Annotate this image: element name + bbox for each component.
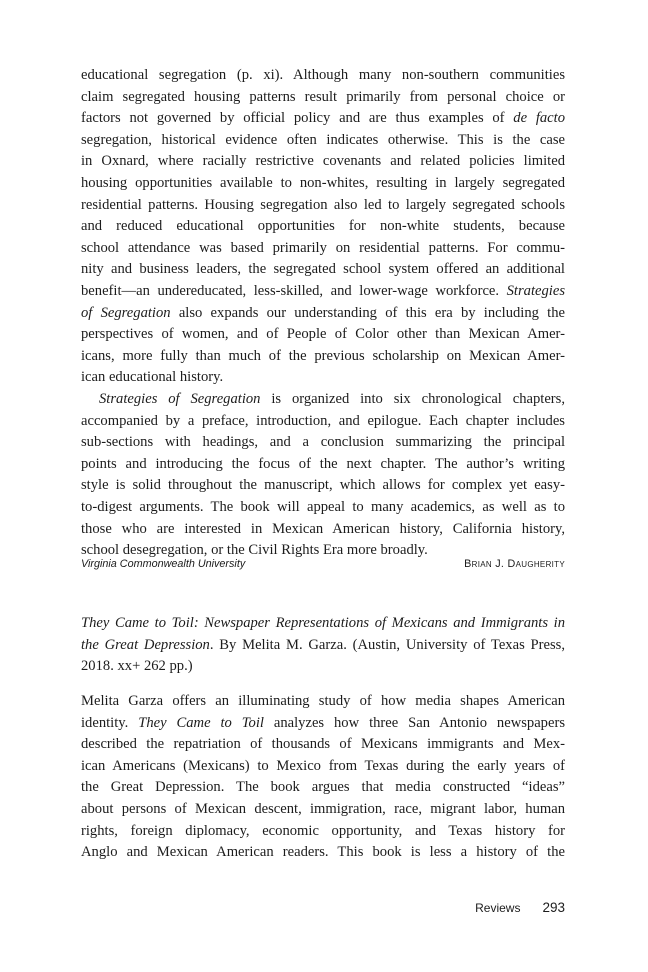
text-line: They Came to Toil: Newspaper Representations of Mexicans and Immigrants in [81, 615, 565, 631]
text-line: about persons of Mexican descent, immigration, race, migrant labor, human [81, 800, 565, 817]
text-line: 2018. xx+ 262 pp.) [81, 658, 193, 675]
text-line: rights, foreign diplomacy, economic opportunity, and Texas history for [81, 822, 565, 839]
text-line: and reduced educational opportunities for non-white students, because [81, 218, 565, 235]
page-footer [81, 900, 565, 915]
text-line: school attendance was based primarily on residential patterns. For commu- [81, 239, 565, 256]
text-line: claim segregated housing patterns result primarily from personal choice or [81, 88, 565, 105]
reviewer-affiliation: Virginia Commonwealth University [81, 558, 246, 570]
text-line: nity and business leaders, the segregated school system offered an additional [81, 261, 565, 278]
text-line: accompanied by a preface, introduction, and epilogue. Each chapter includes [81, 412, 565, 429]
reviewer-name: Brian J. Daugherity [464, 558, 565, 570]
text-line: in Oxnard, where racially restrictive covenants and related policies limited [81, 153, 565, 170]
text-line: the Great Depression. By Melita M. Garza. (Austin, University of Texas Press, [81, 636, 565, 653]
book-citation [81, 613, 565, 678]
review-1-body-2 [81, 389, 565, 562]
running-section-title: Reviews [475, 901, 521, 915]
text-line: identity. They Came to Toil analyzes how three San Antonio newspapers [81, 714, 565, 731]
text-line: described the repatriation of thousands of Mexicans immigrants and Mex- [81, 736, 565, 753]
review-2-paragraph-1 [81, 691, 565, 864]
text-line: educational segregation (p. xi). Although many non-southern communities [81, 67, 565, 83]
text-line: benefit—an undereducated, less-skilled, and lower-wage workforce. Strategies [81, 282, 565, 299]
review-1-signature [81, 558, 565, 570]
text-line: Anglo and Mexican American readers. This book is less a history of the [81, 844, 565, 861]
text-line: housing opportunities available to non-whites, resulting in largely segregated [81, 174, 565, 191]
review-1-body [81, 65, 565, 389]
text-line: style is solid throughout the manuscript, which allows for complex yet easy- [81, 477, 565, 494]
page-number: 293 [542, 900, 565, 915]
text-line: the Great Depression. The book argues that media constructed “ideas” [81, 779, 565, 796]
text-line: Strategies of Segregation is organized into six chronological chapters, [99, 391, 565, 407]
text-line: segregation, historical evidence often indicates otherwise. This is the case [81, 131, 565, 148]
text-line: to-digest arguments. The book will appeal to many academics, as well as to [81, 498, 565, 515]
text-line: school desegregation, or the Civil Rights Era more broadly. [81, 542, 428, 559]
review-2-citation [81, 613, 565, 678]
text-line: residential patterns. Housing segregation also led to largely segregated schools [81, 196, 565, 213]
text-line: icans, more fully than much of the previous scholarship on Mexican Amer- [81, 347, 565, 364]
text-line: perspectives of women, and of People of Color other than Mexican Amer- [81, 326, 565, 343]
text-line: sub-sections with headings, and a conclusion summarizing the principal [81, 434, 565, 451]
text-line: Melita Garza offers an illuminating study of how media shapes American [81, 693, 565, 709]
text-line: factors not governed by official policy and are thus examples of de facto [81, 110, 565, 127]
text-line: ican Americans (Mexicans) to Mexico from Texas during the early years of [81, 757, 565, 774]
text-line: those who are interested in Mexican American history, California history, [81, 520, 565, 537]
text-line: points and introducing the focus of the next chapter. The author’s writing [81, 455, 565, 472]
review-2-body [81, 691, 565, 864]
text-line: ican educational history. [81, 369, 224, 386]
review-1-paragraph-2 [81, 389, 565, 562]
text-line: of Segregation also expands our understanding of this era by including the [81, 304, 565, 321]
review-1-paragraph-1 [81, 65, 565, 389]
